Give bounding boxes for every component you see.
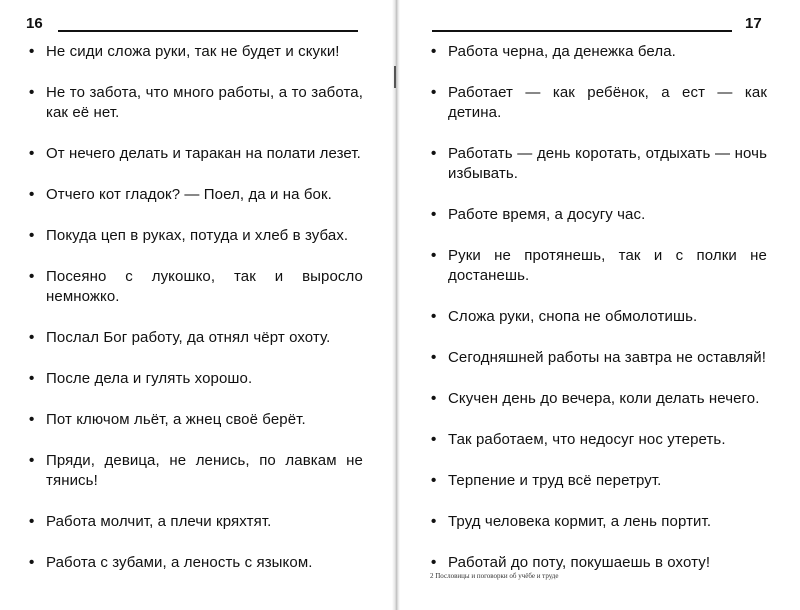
right-page — [400, 0, 800, 610]
proverb-item: • Послал Бог работу, да отнял чёрт охоту. — [28, 328, 363, 348]
proverb-item: • Работать — день коротать, отдыхать — ночь избывать. — [430, 144, 767, 184]
proverb-item: • Работай до поту, покушаешь в охоту! — [430, 553, 767, 573]
proverb-item: • Руки не протянешь, так и с полки не достанешь. — [430, 246, 767, 286]
proverb-list-right — [430, 42, 767, 594]
proverb-item: • Работа черна, да денежка бела. — [430, 42, 767, 62]
proverb-item: • Сложа руки, снопа не обмолотишь. — [430, 307, 767, 327]
page-number-left: 16 — [26, 15, 43, 32]
proverb-item: • Терпение и труд всё перетрут. — [430, 471, 767, 491]
proverb-item: • Работает — как ребёнок, а ест — как детина. — [430, 83, 767, 123]
footnote: 2 Пословицы и поговорки об учёбе и труде — [430, 572, 559, 580]
left-page — [0, 0, 392, 610]
proverb-item: • Труд человека кормит, а лень портит. — [430, 512, 767, 532]
header-rule-right — [432, 30, 732, 32]
proverb-item: • После дела и гулять хорошо. — [28, 369, 363, 389]
proverb-item: • От нечего делать и таракан на полати лезет. — [28, 144, 363, 164]
page-number-right: 17 — [745, 15, 762, 32]
proverb-item: • Пот ключом льёт, а жнец своё берёт. — [28, 410, 363, 430]
proverb-item: • Работа молчит, а плечи кряхтят. — [28, 512, 363, 532]
proverb-list-left — [28, 42, 363, 594]
proverb-item: • Пряди, девица, не ленись, по лавкам не тянись! — [28, 451, 363, 491]
proverb-item: • Работе время, а досугу час. — [430, 205, 767, 225]
proverb-item: • Покуда цеп в руках, потуда и хлеб в зубах. — [28, 226, 363, 246]
proverb-item: • Работа с зубами, а леность с языком. — [28, 553, 363, 573]
proverb-item: • Так работаем, что недосуг нос утереть. — [430, 430, 767, 450]
proverb-item: • Отчего кот гладок? — Поел, да и на бок. — [28, 185, 363, 205]
proverb-item: • Сегодняшней работы на завтра не оставляй! — [430, 348, 767, 368]
proverb-item: • Не то забота, что много работы, а то забота, как её нет. — [28, 83, 363, 123]
proverb-item: • Посеяно с лукошко, так и выросло немножко. — [28, 267, 363, 307]
spine-mark — [394, 66, 396, 88]
book-spine — [392, 0, 400, 610]
proverb-item: • Скучен день до вечера, коли делать нечего. — [430, 389, 767, 409]
header-rule-left — [58, 30, 358, 32]
proverb-item: • Не сиди сложа руки, так не будет и скуки! — [28, 42, 363, 62]
